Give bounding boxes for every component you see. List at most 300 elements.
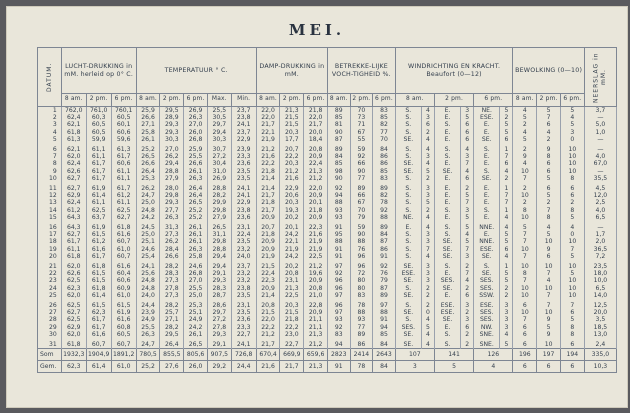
data-cell: 29,7 (207, 121, 231, 128)
col-header-bewolking: BEWOLKING (0—10) (513, 48, 584, 94)
data-cell: S. (395, 238, 421, 245)
table-row (38, 207, 617, 214)
data-cell: 28,8 (207, 185, 231, 192)
day-cell: 27 (38, 309, 62, 316)
data-cell: 61,8 (61, 341, 86, 349)
data-cell: 10 (537, 285, 561, 292)
data-cell: 20,8 (256, 302, 280, 309)
data-cell: 61,7 (86, 316, 111, 323)
data-cell: 61,7 (86, 175, 111, 182)
data-cell: 23,2 (231, 246, 256, 253)
sub-header-6pm: 6 pm. (111, 94, 136, 107)
data-cell: 20,3 (280, 199, 304, 206)
data-cell: SES. (474, 277, 500, 284)
data-cell: 25,5 (184, 153, 208, 160)
data-cell: 5 (537, 231, 561, 238)
data-cell: S. (434, 341, 460, 349)
data-cell: 91 (373, 316, 396, 323)
data-cell: 5 (500, 231, 513, 238)
data-cell: 2 (461, 185, 474, 192)
data-cell: 24,6 (184, 263, 208, 270)
footer-cell: 5 (434, 361, 473, 373)
data-cell: 92 (373, 207, 396, 214)
data-cell: 2 (421, 285, 434, 292)
data-cell: 21,3 (304, 168, 328, 175)
data-cell: 7 (513, 253, 537, 260)
data-cell: 84 (373, 146, 396, 153)
data-cell: 5 (421, 324, 434, 331)
data-cell: — (584, 146, 616, 153)
data-cell: 20,2 (280, 214, 304, 221)
data-cell: 82 (373, 121, 396, 128)
footer-cell: 141 (434, 349, 473, 361)
data-cell: 96 (350, 263, 373, 270)
data-cell: 60,7 (111, 253, 136, 260)
data-cell: 22,0 (304, 114, 328, 121)
data-cell: 23,5 (231, 309, 256, 316)
footer-cell: 194 (560, 349, 584, 361)
data-cell: 62,0 (61, 153, 86, 160)
data-cell: SE. (395, 277, 421, 284)
table-row (38, 214, 617, 221)
data-cell: E. (474, 214, 500, 221)
data-cell: 26,4 (184, 185, 208, 192)
data-cell: 7 (500, 199, 513, 206)
data-cell: 3 (461, 107, 474, 115)
data-cell: 29,4 (207, 263, 231, 270)
data-cell: 67 (350, 199, 373, 206)
data-cell: 23,5 (231, 168, 256, 175)
data-cell: 6 (560, 309, 584, 316)
data-cell: 94 (328, 192, 351, 199)
data-cell: 86 (373, 246, 396, 253)
footer-cell: 1932,3 (61, 349, 86, 361)
data-cell: 83 (373, 107, 396, 115)
data-cell: 66 (350, 192, 373, 199)
data-cell: 29,4 (160, 160, 184, 167)
data-cell: 22,0 (256, 107, 280, 115)
data-cell: 4 (421, 146, 434, 153)
data-cell: 21,7 (256, 207, 280, 214)
data-cell: 30,3 (160, 136, 184, 143)
data-cell: 61,6 (111, 263, 136, 270)
data-cell: SES. (434, 277, 460, 284)
data-cell: 61,6 (111, 231, 136, 238)
data-cell: S. (395, 146, 421, 153)
data-cell: 21,7 (256, 341, 280, 349)
data-cell: 3 (421, 263, 434, 270)
day-cell: 29 (38, 324, 62, 331)
data-cell: 61,1 (86, 199, 111, 206)
data-cell: 8 (560, 175, 584, 182)
data-cell: 28,7 (207, 292, 231, 299)
data-cell: 25,2 (184, 207, 208, 214)
data-cell: 87 (373, 238, 396, 245)
data-cell: 22,5 (280, 292, 304, 299)
data-cell: 60,7 (111, 238, 136, 245)
data-cell: 25,4 (136, 253, 160, 260)
data-cell: 10 (537, 238, 561, 245)
data-cell: 26,4 (160, 341, 184, 349)
col-header-datum: DATUM. (38, 48, 62, 107)
data-cell: 20,9 (304, 309, 328, 316)
data-cell: 20,6 (280, 192, 304, 199)
data-cell: 25,0 (184, 292, 208, 299)
data-cell: ESE. (434, 302, 460, 309)
data-cell: 24,2 (280, 231, 304, 238)
day-cell: 13 (38, 199, 62, 206)
data-cell: 2 (421, 302, 434, 309)
data-cell: SE. (474, 175, 500, 182)
data-cell: 22,7 (231, 331, 256, 338)
data-cell: 26,8 (184, 136, 208, 143)
data-cell: 3 (461, 302, 474, 309)
data-cell: 67 (350, 129, 373, 136)
data-cell: 59 (350, 224, 373, 231)
data-cell: 3 (461, 207, 474, 214)
data-cell: NNE. (474, 238, 500, 245)
data-cell: S. (474, 146, 500, 153)
data-cell: SE. (395, 136, 421, 143)
data-cell: 81 (328, 121, 351, 128)
data-cell: 97 (328, 263, 351, 270)
table-row (38, 316, 617, 323)
data-cell: 5 (500, 107, 513, 115)
data-cell: 5 (560, 316, 584, 323)
data-cell: 24,8 (136, 207, 160, 214)
data-cell: 88 (373, 214, 396, 221)
data-cell: 7 (513, 175, 537, 182)
data-cell: 27,8 (160, 285, 184, 292)
data-cell: 85 (328, 160, 351, 167)
data-cell: 10 (560, 263, 584, 270)
data-cell: 10 (560, 168, 584, 175)
data-cell: 6 (461, 136, 474, 143)
data-cell: 89 (373, 292, 396, 299)
data-cell: 22,7 (280, 341, 304, 349)
data-cell: S. (395, 285, 421, 292)
data-cell: 62,1 (61, 121, 86, 128)
data-cell: 2 (500, 175, 513, 182)
data-cell: 6 (513, 324, 537, 331)
data-cell: 62,5 (61, 302, 86, 309)
data-cell: 2 (500, 114, 513, 121)
data-cell: 18,5 (584, 324, 616, 331)
data-cell: 6 (560, 192, 584, 199)
data-cell: 3 (500, 309, 513, 316)
data-cell: 21,9 (280, 246, 304, 253)
data-cell: 86 (373, 153, 396, 160)
table-row (38, 185, 617, 192)
data-cell: 24,7 (136, 192, 160, 199)
data-cell: 61,1 (111, 168, 136, 175)
data-cell: 26,5 (184, 199, 208, 206)
data-cell: 3 (500, 302, 513, 309)
data-cell: 27,0 (184, 121, 208, 128)
data-cell: 18,0 (584, 270, 616, 277)
data-cell: 70 (373, 136, 396, 143)
table-row (38, 302, 617, 309)
data-cell: 62,7 (61, 175, 86, 182)
data-cell: 5 (560, 253, 584, 260)
data-cell: E. (434, 199, 460, 206)
data-cell: 29,8 (160, 192, 184, 199)
data-cell: 10 (560, 238, 584, 245)
data-cell: NW. (474, 324, 500, 331)
data-cell: 28,2 (160, 324, 184, 331)
data-cell: 7 (537, 207, 561, 214)
data-cell: 4 (513, 160, 537, 167)
sub-header-2pm: 2 pm. (434, 94, 473, 107)
data-cell: 60,6 (111, 277, 136, 284)
footer-cell: 335,0 (584, 349, 616, 361)
data-cell: 4 (461, 231, 474, 238)
data-cell: 89 (373, 224, 396, 231)
data-cell: 21,8 (304, 207, 328, 214)
data-cell: 31,0 (207, 168, 231, 175)
footer-cell: 29,2 (207, 361, 231, 373)
data-cell: S. (434, 153, 460, 160)
table-row (38, 136, 617, 143)
data-cell: 36,5 (584, 246, 616, 253)
data-cell: 61,0 (111, 246, 136, 253)
table-row (38, 246, 617, 253)
data-cell: 4 (513, 107, 537, 115)
data-cell: E. (474, 231, 500, 238)
data-cell: 80 (350, 285, 373, 292)
data-cell: 96 (350, 253, 373, 260)
data-cell: 89 (373, 185, 396, 192)
data-cell: SE. (474, 136, 500, 143)
data-cell: 6 (537, 160, 561, 167)
data-cell: SSW. (474, 292, 500, 299)
data-cell: 3,7 (584, 107, 616, 115)
data-cell: 5 (513, 136, 537, 143)
data-cell: 61,5 (86, 231, 111, 238)
data-cell: S. (434, 224, 460, 231)
footer-label: Gem. (38, 361, 62, 373)
data-cell: 28,3 (160, 270, 184, 277)
data-cell: 17,7 (280, 136, 304, 143)
data-cell: 63,7 (86, 214, 111, 221)
data-cell: 29,3 (160, 129, 184, 136)
data-cell: 22,2 (280, 324, 304, 331)
data-cell: 35,5 (584, 175, 616, 182)
data-cell: 25,2 (136, 146, 160, 153)
footer-cell: 726,8 (231, 349, 256, 361)
data-cell: 24,4 (136, 302, 160, 309)
data-cell: 62,1 (61, 146, 86, 153)
data-cell: 0 (421, 309, 434, 316)
data-cell: 5 (421, 168, 434, 175)
data-cell: 28,3 (207, 285, 231, 292)
data-cell: 28,0 (160, 185, 184, 192)
totals-row (38, 349, 617, 361)
footer-cell: 6 (537, 361, 561, 373)
data-cell: 62,5 (86, 207, 111, 214)
data-cell: 6 (500, 246, 513, 253)
data-cell: 21,4 (256, 185, 280, 192)
data-cell: 31,3 (160, 224, 184, 231)
data-cell: 21,2 (304, 263, 328, 270)
data-cell: 8 (513, 270, 537, 277)
data-cell: 94 (373, 324, 396, 331)
data-cell: S. (434, 331, 460, 338)
data-cell: NE. (474, 107, 500, 115)
sub-header-8am: 8 am. (61, 94, 86, 107)
data-cell: — (584, 168, 616, 175)
data-cell: 86 (350, 341, 373, 349)
data-cell: 62,5 (111, 207, 136, 214)
data-cell: 60,5 (111, 331, 136, 338)
data-cell: 0 (560, 231, 584, 238)
data-cell: 62,7 (111, 214, 136, 221)
data-cell: 61,8 (61, 253, 86, 260)
data-cell: 4 (421, 107, 434, 115)
day-cell: 12 (38, 192, 62, 199)
data-cell: 77 (373, 129, 396, 136)
data-cell: 29,7 (207, 309, 231, 316)
data-cell: 62,0 (61, 292, 86, 299)
data-cell: 23,9 (136, 309, 160, 316)
data-cell: 88 (328, 238, 351, 245)
data-cell: SE. (434, 238, 460, 245)
data-cell: 93 (328, 316, 351, 323)
data-cell: 10 (537, 341, 561, 349)
page (6, 6, 628, 408)
data-cell: 6 (537, 121, 561, 128)
data-cell: 22,1 (256, 129, 280, 136)
data-cell: 23,8 (231, 114, 256, 121)
data-cell: 7,2 (584, 253, 616, 260)
table-row (38, 160, 617, 167)
data-cell: 10 (560, 153, 584, 160)
data-cell: 23,5 (231, 238, 256, 245)
data-cell: E. (434, 129, 460, 136)
data-cell: 21,7 (256, 192, 280, 199)
data-cell: 20,0 (584, 309, 616, 316)
data-cell: 61,7 (111, 185, 136, 192)
table-row (38, 270, 617, 277)
data-cell: 25,2 (184, 214, 208, 221)
data-cell: 1 (500, 207, 513, 214)
data-cell: 97 (328, 309, 351, 316)
data-cell: 29,3 (160, 199, 184, 206)
data-cell: 14,0 (584, 292, 616, 299)
data-cell: 24,2 (280, 253, 304, 260)
data-cell: 2,5 (584, 199, 616, 206)
data-cell: SE. (395, 331, 421, 338)
data-cell: 24,8 (136, 277, 160, 284)
data-cell: 92 (350, 153, 373, 160)
data-cell: NNE. (474, 224, 500, 231)
data-cell: 22,8 (304, 302, 328, 309)
data-cell: 26,0 (184, 129, 208, 136)
data-cell: 2 (421, 207, 434, 214)
data-cell: E. (474, 153, 500, 160)
data-cell: 7 (461, 199, 474, 206)
footer-cell: 21,6 (256, 361, 280, 373)
footer-cell: 25,2 (136, 361, 160, 373)
data-cell: 79 (350, 214, 373, 221)
data-cell: 23,7 (231, 107, 256, 115)
data-cell: 29,9 (207, 199, 231, 206)
data-cell: 2,0 (584, 238, 616, 245)
data-cell: 97 (373, 302, 396, 309)
data-cell: S. (474, 168, 500, 175)
data-cell: 4 (500, 253, 513, 260)
data-cell: 91 (328, 253, 351, 260)
footer-cell: 24,4 (231, 361, 256, 373)
data-cell: 28,4 (160, 246, 184, 253)
table-row (38, 107, 617, 115)
data-cell: 23,6 (231, 316, 256, 323)
data-cell: 21,4 (256, 175, 280, 182)
data-cell: 9 (537, 246, 561, 253)
data-cell: S. (395, 316, 421, 323)
data-cell: 25,0 (136, 199, 160, 206)
data-cell: 6 (461, 121, 474, 128)
data-cell: 23,1 (280, 277, 304, 284)
data-cell: 4 (421, 224, 434, 231)
data-cell: 87 (328, 136, 351, 143)
data-cell: 5 (421, 199, 434, 206)
data-cell: 26,1 (184, 168, 208, 175)
data-cell: 7 (421, 246, 434, 253)
data-cell: 27,0 (160, 146, 184, 153)
data-cell: 61,7 (61, 238, 86, 245)
data-cell: 24,9 (184, 316, 208, 323)
data-cell: 21,9 (304, 238, 328, 245)
data-cell: 29,4 (207, 253, 231, 260)
data-cell: 21,2 (304, 341, 328, 349)
data-cell: 91 (373, 253, 396, 260)
data-cell: 4,0 (584, 153, 616, 160)
day-cell: 26 (38, 302, 62, 309)
footer-cell: 780,5 (136, 349, 160, 361)
data-cell: 24,1 (231, 341, 256, 349)
data-cell: 4 (537, 277, 561, 284)
footer-cell: 2643 (373, 349, 396, 361)
data-cell: 20,9 (256, 238, 280, 245)
sub-header-2pm: 2 pm. (280, 94, 304, 107)
data-cell: 4 (461, 146, 474, 153)
data-cell: — (584, 136, 616, 143)
data-cell: 20,1 (280, 224, 304, 231)
data-cell: 61,1 (86, 153, 111, 160)
data-cell: 95 (328, 231, 351, 238)
data-cell: 5 (461, 114, 474, 121)
footer-cell: 805,6 (184, 349, 208, 361)
footer-cell: 6 (513, 361, 537, 373)
day-cell: 28 (38, 316, 62, 323)
data-cell: 26,5 (184, 341, 208, 349)
data-cell: 3 (500, 316, 513, 323)
data-cell: 89 (350, 331, 373, 338)
data-cell: S. (395, 114, 421, 121)
day-cell: 10 (38, 175, 62, 182)
data-cell: 78 (373, 199, 396, 206)
data-cell: 21,5 (256, 309, 280, 316)
data-cell: 88 (350, 238, 373, 245)
data-cell: 28,9 (160, 114, 184, 121)
data-cell: 26,4 (136, 168, 160, 175)
data-cell: 61,4 (86, 192, 111, 199)
data-cell: 24,1 (136, 263, 160, 270)
data-cell: SE. (395, 168, 421, 175)
data-cell: 25,6 (136, 270, 160, 277)
data-cell: S. (395, 107, 421, 115)
